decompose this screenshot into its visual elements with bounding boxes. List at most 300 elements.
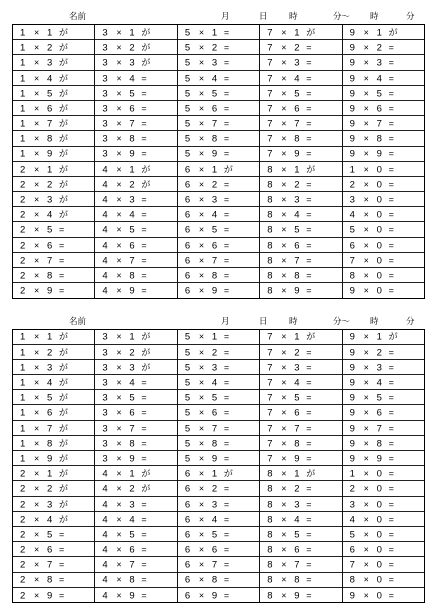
multiplicand: 6 xyxy=(184,513,191,525)
multiplier: 6 xyxy=(47,103,53,115)
multiplier: 5 xyxy=(47,392,53,404)
times-sign: × xyxy=(34,392,40,403)
multiplier: 7 xyxy=(211,422,218,434)
name-label: 名前 xyxy=(69,315,87,326)
answer-marker: = xyxy=(59,529,65,540)
times-sign: × xyxy=(281,270,287,281)
multiplicand: 5 xyxy=(184,392,191,404)
multiplicand: 3 xyxy=(102,346,108,358)
answer-marker: = xyxy=(388,103,394,114)
problem-cell xyxy=(260,71,341,86)
problem-cell xyxy=(343,436,424,451)
multiplier: 6 xyxy=(294,544,300,556)
answer-marker: が xyxy=(59,179,69,190)
problem-cell xyxy=(95,192,176,207)
multiplier: 9 xyxy=(294,285,300,297)
times-sign: × xyxy=(198,362,205,373)
problem-cell xyxy=(260,588,341,602)
answer-marker: = xyxy=(306,240,312,251)
times-sign: × xyxy=(281,590,287,601)
multiplicand: 2 xyxy=(20,529,26,541)
times-sign: × xyxy=(363,392,369,403)
multiplicand: 9 xyxy=(349,285,355,297)
multiplier: 8 xyxy=(47,574,53,586)
multiplier: 2 xyxy=(294,179,300,191)
multiplicand: 7 xyxy=(267,346,273,358)
answer-marker: = xyxy=(141,392,147,403)
answer-marker: = xyxy=(223,377,230,388)
multiplier: 2 xyxy=(129,483,135,495)
problem-cell xyxy=(343,330,424,345)
answer-marker: が xyxy=(141,331,151,342)
multiplier: 2 xyxy=(376,42,382,54)
answer-marker: が xyxy=(59,133,69,144)
multiplier: 4 xyxy=(129,72,135,84)
multiplier: 3 xyxy=(294,194,300,206)
problem-cell xyxy=(95,25,176,40)
multiplicand: 9 xyxy=(349,118,355,130)
problem-column xyxy=(95,330,177,603)
answer-marker: = xyxy=(223,148,230,159)
problem-cell xyxy=(13,222,94,237)
problem-cell xyxy=(13,466,94,481)
problem-cell xyxy=(260,253,341,268)
problem-cell xyxy=(95,405,176,420)
times-sign: × xyxy=(34,27,40,38)
problem-cell xyxy=(13,573,94,588)
answer-marker: = xyxy=(306,453,312,464)
answer-marker: = xyxy=(306,148,312,159)
answer-marker: = xyxy=(388,118,394,129)
multiplier: 0 xyxy=(376,574,382,586)
answer-marker: = xyxy=(141,270,147,281)
multiplicand: 2 xyxy=(20,209,26,221)
problem-cell xyxy=(343,451,424,466)
times-sign: × xyxy=(116,179,122,190)
answer-marker: が xyxy=(141,468,151,479)
times-sign: × xyxy=(363,362,369,373)
times-sign: × xyxy=(34,209,40,220)
problem-cell xyxy=(178,390,259,405)
multiplicand: 9 xyxy=(349,346,355,358)
times-sign: × xyxy=(198,224,205,235)
answer-marker: = xyxy=(306,529,312,540)
multiplier: 8 xyxy=(129,438,135,449)
answer-marker: が xyxy=(59,362,69,373)
times-sign: × xyxy=(116,514,122,525)
multiplicand: 1 xyxy=(20,422,26,434)
multiplier: 3 xyxy=(129,57,135,69)
problem-cell xyxy=(13,86,94,101)
multiplicand: 4 xyxy=(102,529,108,541)
multiplier: 9 xyxy=(211,148,218,160)
problem-cell xyxy=(13,375,94,390)
problem-cell xyxy=(343,40,424,55)
times-sign: × xyxy=(281,544,287,555)
times-sign: × xyxy=(363,240,369,251)
answer-marker: = xyxy=(388,423,394,434)
multiplier: 7 xyxy=(376,118,382,130)
multiplicand: 3 xyxy=(102,331,108,343)
multiplier: 4 xyxy=(294,72,300,84)
answer-marker: が xyxy=(141,347,151,358)
times-sign: × xyxy=(34,347,40,358)
times-sign: × xyxy=(198,255,205,266)
times-sign: × xyxy=(34,194,40,205)
multiplicand: 3 xyxy=(102,57,108,69)
problem-cell xyxy=(95,71,176,86)
multiplier: 1 xyxy=(47,468,53,480)
answer-marker: = xyxy=(388,347,394,358)
problem-cell xyxy=(343,557,424,572)
multiplicand: 7 xyxy=(267,331,273,343)
problem-cell xyxy=(260,481,341,496)
answer-marker: = xyxy=(388,392,394,403)
problem-cell xyxy=(178,451,259,466)
multiplier: 3 xyxy=(294,498,300,510)
times-sign: × xyxy=(198,468,205,479)
multiplier: 3 xyxy=(376,57,382,69)
answer-marker: = xyxy=(306,514,312,525)
times-sign: × xyxy=(116,164,122,175)
times-sign: × xyxy=(116,574,122,585)
problem-cell xyxy=(260,527,341,542)
times-sign: × xyxy=(116,559,122,570)
answer-marker: = xyxy=(388,438,394,449)
answer-marker: = xyxy=(306,209,312,220)
times-sign: × xyxy=(198,438,205,449)
times-sign: × xyxy=(116,544,122,555)
problem-cell xyxy=(178,55,259,70)
multiplicand: 1 xyxy=(20,72,26,84)
times-sign: × xyxy=(281,331,287,342)
answer-marker: = xyxy=(223,529,230,540)
answer-marker: = xyxy=(306,57,312,68)
problem-cell xyxy=(13,253,94,268)
answer-marker: = xyxy=(141,453,147,464)
multiplicand: 7 xyxy=(267,422,273,434)
multiplicand: 6 xyxy=(184,559,191,571)
multiplicand: 8 xyxy=(267,163,273,175)
problem-cell xyxy=(95,390,176,405)
multiplier: 6 xyxy=(129,239,135,251)
problem-cell xyxy=(178,192,259,207)
times-sign: × xyxy=(363,514,369,525)
multiplicand: 6 xyxy=(184,163,191,175)
start-hour-label: 時 xyxy=(289,11,298,21)
problem-cell xyxy=(13,360,94,375)
times-sign: × xyxy=(281,179,287,190)
times-sign: × xyxy=(281,255,287,266)
times-sign: × xyxy=(363,133,369,144)
times-sign: × xyxy=(198,164,205,175)
problem-cell xyxy=(13,497,94,512)
problem-cell xyxy=(343,345,424,360)
multiplier: 4 xyxy=(129,377,135,389)
answer-marker: = xyxy=(141,544,147,555)
problem-cell xyxy=(13,147,94,162)
multiplicand: 3 xyxy=(102,453,108,465)
times-sign: × xyxy=(363,27,369,38)
multiplier: 0 xyxy=(376,285,382,297)
multiplier: 5 xyxy=(129,224,135,236)
answer-marker: が xyxy=(59,103,69,114)
answer-marker: = xyxy=(223,423,230,434)
answer-marker: = xyxy=(306,133,312,144)
problem-cell xyxy=(343,207,424,222)
multiplier: 9 xyxy=(294,589,300,601)
answer-marker: が xyxy=(59,27,69,38)
problem-cell xyxy=(260,542,341,557)
times-sign: × xyxy=(198,73,205,83)
multiplicand: 9 xyxy=(349,438,355,449)
problem-cell xyxy=(343,268,424,283)
multiplicand: 9 xyxy=(349,87,355,99)
answer-marker: = xyxy=(388,148,394,159)
problem-cell xyxy=(178,573,259,588)
problem-cell xyxy=(178,40,259,55)
problem-cell xyxy=(95,451,176,466)
problem-cell xyxy=(13,131,94,146)
multiplier: 0 xyxy=(376,270,382,282)
times-sign: × xyxy=(281,423,287,434)
times-sign: × xyxy=(363,544,369,555)
problem-cell xyxy=(13,55,94,70)
multiplicand: 4 xyxy=(102,163,108,175)
problem-cell xyxy=(13,71,94,86)
answer-marker: = xyxy=(141,377,147,388)
times-sign: × xyxy=(363,453,369,464)
answer-marker: = xyxy=(306,483,312,494)
problem-cell xyxy=(95,527,176,542)
answer-marker: = xyxy=(59,574,65,585)
answer-marker: = xyxy=(306,407,312,418)
multiplier: 6 xyxy=(211,544,218,556)
multiplier: 1 xyxy=(211,468,218,480)
problem-cell xyxy=(260,345,341,360)
problem-cell xyxy=(13,405,94,420)
times-sign: × xyxy=(198,133,205,144)
times-sign: × xyxy=(34,224,40,235)
multiplier: 6 xyxy=(129,407,135,419)
multiplier: 7 xyxy=(129,255,135,266)
answer-marker: = xyxy=(388,57,394,68)
multiplier: 1 xyxy=(294,331,300,343)
multiplier: 4 xyxy=(211,72,218,84)
problem-cell xyxy=(95,86,176,101)
times-sign: × xyxy=(116,240,122,251)
multiplier: 8 xyxy=(211,270,218,282)
multiplier: 0 xyxy=(376,209,382,221)
multiplicand: 9 xyxy=(349,57,355,69)
multiplicand: 4 xyxy=(102,209,108,221)
answer-marker: = xyxy=(306,574,312,585)
multiplier: 4 xyxy=(47,209,53,221)
times-sign: × xyxy=(198,544,205,555)
multiplicand: 2 xyxy=(349,179,355,191)
times-sign: × xyxy=(198,194,205,205)
multiplier: 5 xyxy=(294,392,300,404)
problem-cell xyxy=(178,497,259,512)
multiplicand: 2 xyxy=(20,574,26,586)
times-sign: × xyxy=(281,240,287,251)
problem-cell xyxy=(260,207,341,222)
answer-marker: が xyxy=(141,42,151,53)
problem-cell xyxy=(95,360,176,375)
problem-cell xyxy=(178,283,259,297)
problem-cell xyxy=(95,177,176,192)
times-sign: × xyxy=(198,179,205,190)
multiplicand: 3 xyxy=(102,118,108,130)
multiplicand: 5 xyxy=(184,377,191,389)
multiplier: 2 xyxy=(211,483,218,495)
answer-marker: = xyxy=(141,499,147,509)
problem-cell xyxy=(13,512,94,527)
times-sign: × xyxy=(116,362,122,373)
times-sign: × xyxy=(281,27,287,38)
times-sign: × xyxy=(34,42,40,53)
start-minute-label: 分～ xyxy=(333,315,351,326)
times-sign: × xyxy=(281,285,287,296)
multiplier: 0 xyxy=(376,163,382,175)
multiplier: 1 xyxy=(47,27,53,39)
multiplier: 5 xyxy=(294,529,300,541)
multiplier: 5 xyxy=(129,392,135,404)
times-sign: × xyxy=(116,133,122,144)
times-sign: × xyxy=(34,164,40,175)
problem-column xyxy=(178,330,260,603)
multiplicand: 4 xyxy=(102,270,108,282)
multiplicand: 8 xyxy=(267,239,273,251)
worksheet xyxy=(0,0,437,300)
problem-cell xyxy=(178,71,259,86)
problem-cell xyxy=(178,238,259,253)
answer-marker: = xyxy=(141,148,147,159)
multiplier: 2 xyxy=(376,346,382,358)
problem-cell xyxy=(343,55,424,70)
answer-marker: = xyxy=(306,559,312,570)
problem-cell xyxy=(178,588,259,602)
multiplier: 9 xyxy=(376,148,382,160)
multiplicand: 6 xyxy=(184,544,191,556)
multiplicand: 7 xyxy=(267,453,273,465)
problem-cell xyxy=(95,55,176,70)
answer-marker: が xyxy=(59,57,69,68)
problem-cell xyxy=(343,542,424,557)
multiplicand: 2 xyxy=(20,285,26,297)
multiplier: 1 xyxy=(376,27,382,39)
answer-marker: = xyxy=(223,514,230,525)
multiplicand: 5 xyxy=(184,438,191,449)
multiplier: 3 xyxy=(47,194,53,206)
multiplicand: 1 xyxy=(20,103,26,115)
times-sign: × xyxy=(198,453,205,464)
problem-cell xyxy=(260,55,341,70)
answer-marker: = xyxy=(223,255,230,266)
answer-marker: = xyxy=(388,224,394,235)
multiplicand: 2 xyxy=(20,224,26,236)
problem-cell xyxy=(178,116,259,131)
multiplier: 4 xyxy=(47,513,53,525)
multiplier: 4 xyxy=(211,209,218,221)
times-sign: × xyxy=(363,407,369,418)
multiplicand: 2 xyxy=(20,179,26,191)
multiplicand: 1 xyxy=(349,468,355,480)
multiplicand: 2 xyxy=(349,483,355,495)
times-sign: × xyxy=(198,148,205,159)
multiplicand: 1 xyxy=(349,163,355,175)
multiplier: 6 xyxy=(376,103,382,115)
answer-marker: = xyxy=(59,270,65,281)
problem-cell xyxy=(13,330,94,345)
answer-marker: = xyxy=(223,285,230,296)
multiplier: 5 xyxy=(129,87,135,99)
answer-marker: = xyxy=(306,118,312,129)
times-sign: × xyxy=(198,331,205,342)
problem-cell xyxy=(343,481,424,496)
answer-marker: = xyxy=(223,407,230,418)
multiplicand: 2 xyxy=(20,270,26,282)
answer-marker: = xyxy=(388,468,394,479)
problem-cell xyxy=(260,451,341,466)
multiplicand: 9 xyxy=(349,72,355,84)
times-sign: × xyxy=(198,103,205,114)
problem-cell xyxy=(260,101,341,116)
answer-marker: = xyxy=(59,544,65,555)
problem-cell xyxy=(343,360,424,375)
answer-marker: が xyxy=(223,164,233,175)
start-minute-label: 分～ xyxy=(333,11,351,21)
times-sign: × xyxy=(34,407,40,418)
times-sign: × xyxy=(198,377,205,388)
problem-cell xyxy=(13,268,94,283)
times-sign: × xyxy=(116,529,122,540)
problem-cell xyxy=(178,86,259,101)
multiplicand: 1 xyxy=(20,392,26,404)
multiplier: 1 xyxy=(47,331,53,343)
multiplier: 9 xyxy=(129,453,135,465)
times-sign: × xyxy=(363,42,369,53)
times-sign: × xyxy=(116,347,122,358)
answer-marker: = xyxy=(223,362,230,373)
problem-cell xyxy=(178,25,259,40)
multiplier: 9 xyxy=(47,148,53,160)
multiplicand: 7 xyxy=(267,133,273,145)
worksheet-header xyxy=(0,315,437,327)
multiplicand: 6 xyxy=(349,544,355,556)
multiplicand: 6 xyxy=(184,194,191,206)
times-sign: × xyxy=(34,544,40,555)
multiplicand: 4 xyxy=(102,513,108,525)
multiplicand: 4 xyxy=(102,589,108,601)
multiplicand: 8 xyxy=(267,559,273,571)
problem-cell xyxy=(178,222,259,237)
multiplier: 0 xyxy=(376,179,382,191)
times-sign: × xyxy=(198,574,205,585)
multiplicand: 7 xyxy=(267,362,273,374)
multiplicand: 9 xyxy=(349,377,355,389)
multiplicand: 5 xyxy=(184,27,191,39)
multiplicand: 3 xyxy=(102,148,108,160)
multiplicand: 2 xyxy=(20,544,26,556)
multiplier: 7 xyxy=(211,118,218,130)
times-sign: × xyxy=(198,209,205,220)
multiplicand: 8 xyxy=(267,224,273,236)
multiplier: 9 xyxy=(211,285,218,297)
multiplicand: 5 xyxy=(184,453,191,465)
answer-marker: = xyxy=(388,453,394,464)
answer-marker: = xyxy=(141,133,147,144)
